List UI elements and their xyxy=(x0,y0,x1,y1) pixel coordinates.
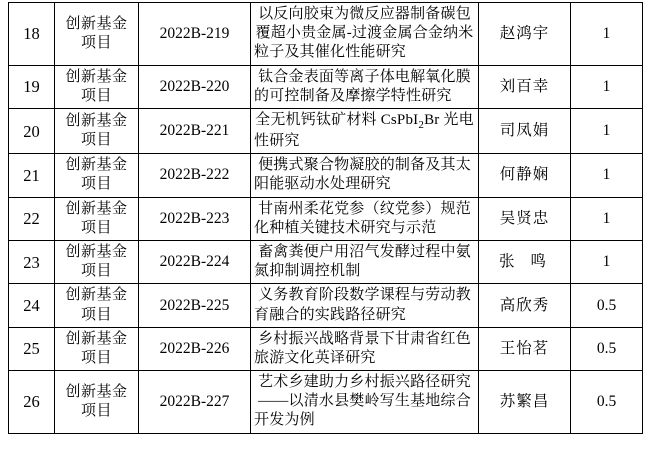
cell-sequence-number: 21 xyxy=(9,154,55,197)
cell-project-title: 以反向胶束为微反应器制备碳包覆超小贵金属-过渡金属合金纳米粒子及其催化性能研究 xyxy=(251,3,479,66)
cell-sequence-number: 26 xyxy=(9,371,55,434)
cell-project-type: 创新基金项目 xyxy=(55,240,139,283)
cell-funding-amount: 1 xyxy=(571,65,643,108)
cell-project-title xyxy=(251,108,479,153)
cell-sequence-number: 23 xyxy=(9,240,55,283)
cell-project-code: 2022B-226 xyxy=(139,327,251,370)
cell-sequence-number: 24 xyxy=(9,284,55,327)
cell-project-title: 甘南州柔花党参（纹党参）规范化种植关键技术研究与示范 xyxy=(251,197,479,240)
cell-project-code: 2022B-223 xyxy=(139,197,251,240)
cell-project-type: 创新基金项目 xyxy=(55,284,139,327)
document-page xyxy=(0,2,650,467)
cell-project-type: 创新基金项目 xyxy=(55,327,139,370)
cell-leader-name: 司凤娟 xyxy=(479,108,571,153)
cell-leader-name: 苏繁昌 xyxy=(479,371,571,434)
cell-project-code: 2022B-227 xyxy=(139,371,251,434)
cell-funding-amount: 1 xyxy=(571,3,643,66)
cell-funding-amount: 1 xyxy=(571,240,643,283)
cell-funding-amount: 1 xyxy=(571,197,643,240)
cell-project-code: 2022B-225 xyxy=(139,284,251,327)
table-row xyxy=(9,284,643,327)
cell-sequence-number: 22 xyxy=(9,197,55,240)
cell-project-type: 创新基金项目 xyxy=(55,3,139,66)
cell-funding-amount: 1 xyxy=(571,108,643,153)
cell-leader-name: 刘百幸 xyxy=(479,65,571,108)
table-row xyxy=(9,371,643,434)
table-row xyxy=(9,65,643,108)
cell-project-type: 创新基金项目 xyxy=(55,154,139,197)
table-row xyxy=(9,108,643,153)
cell-project-type: 创新基金项目 xyxy=(55,197,139,240)
cell-leader-name: 王怡茗 xyxy=(479,327,571,370)
table-row xyxy=(9,327,643,370)
table-row xyxy=(9,154,643,197)
cell-leader-name: 赵鸿宇 xyxy=(479,3,571,66)
cell-project-type: 创新基金项目 xyxy=(55,371,139,434)
cell-sequence-number: 20 xyxy=(9,108,55,153)
cell-project-code: 2022B-220 xyxy=(139,65,251,108)
cell-project-title: 便携式聚合物凝胶的制备及其太阳能驱动水处理研究 xyxy=(251,154,479,197)
cell-leader-name: 吴贤忠 xyxy=(479,197,571,240)
cell-leader-name: 张 鸣 xyxy=(479,240,571,283)
cell-sequence-number: 19 xyxy=(9,65,55,108)
cell-project-code: 2022B-222 xyxy=(139,154,251,197)
cell-project-code: 2022B-221 xyxy=(139,108,251,153)
title-part-2: Br 光电性研究 xyxy=(254,111,474,150)
cell-project-type: 创新基金项目 xyxy=(55,108,139,153)
cell-project-title: 乡村振兴战略背景下甘肃省红色旅游文化英译研究 xyxy=(251,327,479,370)
table-row xyxy=(9,197,643,240)
project-list-table xyxy=(8,2,643,434)
title-subscript: 2 xyxy=(418,118,425,131)
cell-funding-amount: 0.5 xyxy=(571,327,643,370)
cell-project-title: 义务教育阶段数学课程与劳动教育融合的实践路径研究 xyxy=(251,284,479,327)
title-part-1: 全无机钙钛矿材料 CsPbI xyxy=(255,111,419,128)
cell-project-code: 2022B-219 xyxy=(139,3,251,66)
cell-funding-amount: 1 xyxy=(571,154,643,197)
cell-leader-name: 何静娴 xyxy=(479,154,571,197)
cell-funding-amount: 0.5 xyxy=(571,284,643,327)
cell-sequence-number: 18 xyxy=(9,3,55,66)
cell-project-title: 艺术乡建助力乡村振兴路径研究——以清水县樊岭写生基地综合开发为例 xyxy=(251,371,479,434)
cell-project-title: 钛合金表面等离子体电解氧化膜的可控制备及摩擦学特性研究 xyxy=(251,65,479,108)
table-row xyxy=(9,240,643,283)
cell-project-code: 2022B-224 xyxy=(139,240,251,283)
cell-funding-amount: 0.5 xyxy=(571,371,643,434)
cell-project-type: 创新基金项目 xyxy=(55,65,139,108)
cell-sequence-number: 25 xyxy=(9,327,55,370)
table-row xyxy=(9,3,643,66)
cell-project-title: 畜禽粪便户用沼气发酵过程中氨氮抑制调控机制 xyxy=(251,240,479,283)
cell-leader-name: 高欣秀 xyxy=(479,284,571,327)
